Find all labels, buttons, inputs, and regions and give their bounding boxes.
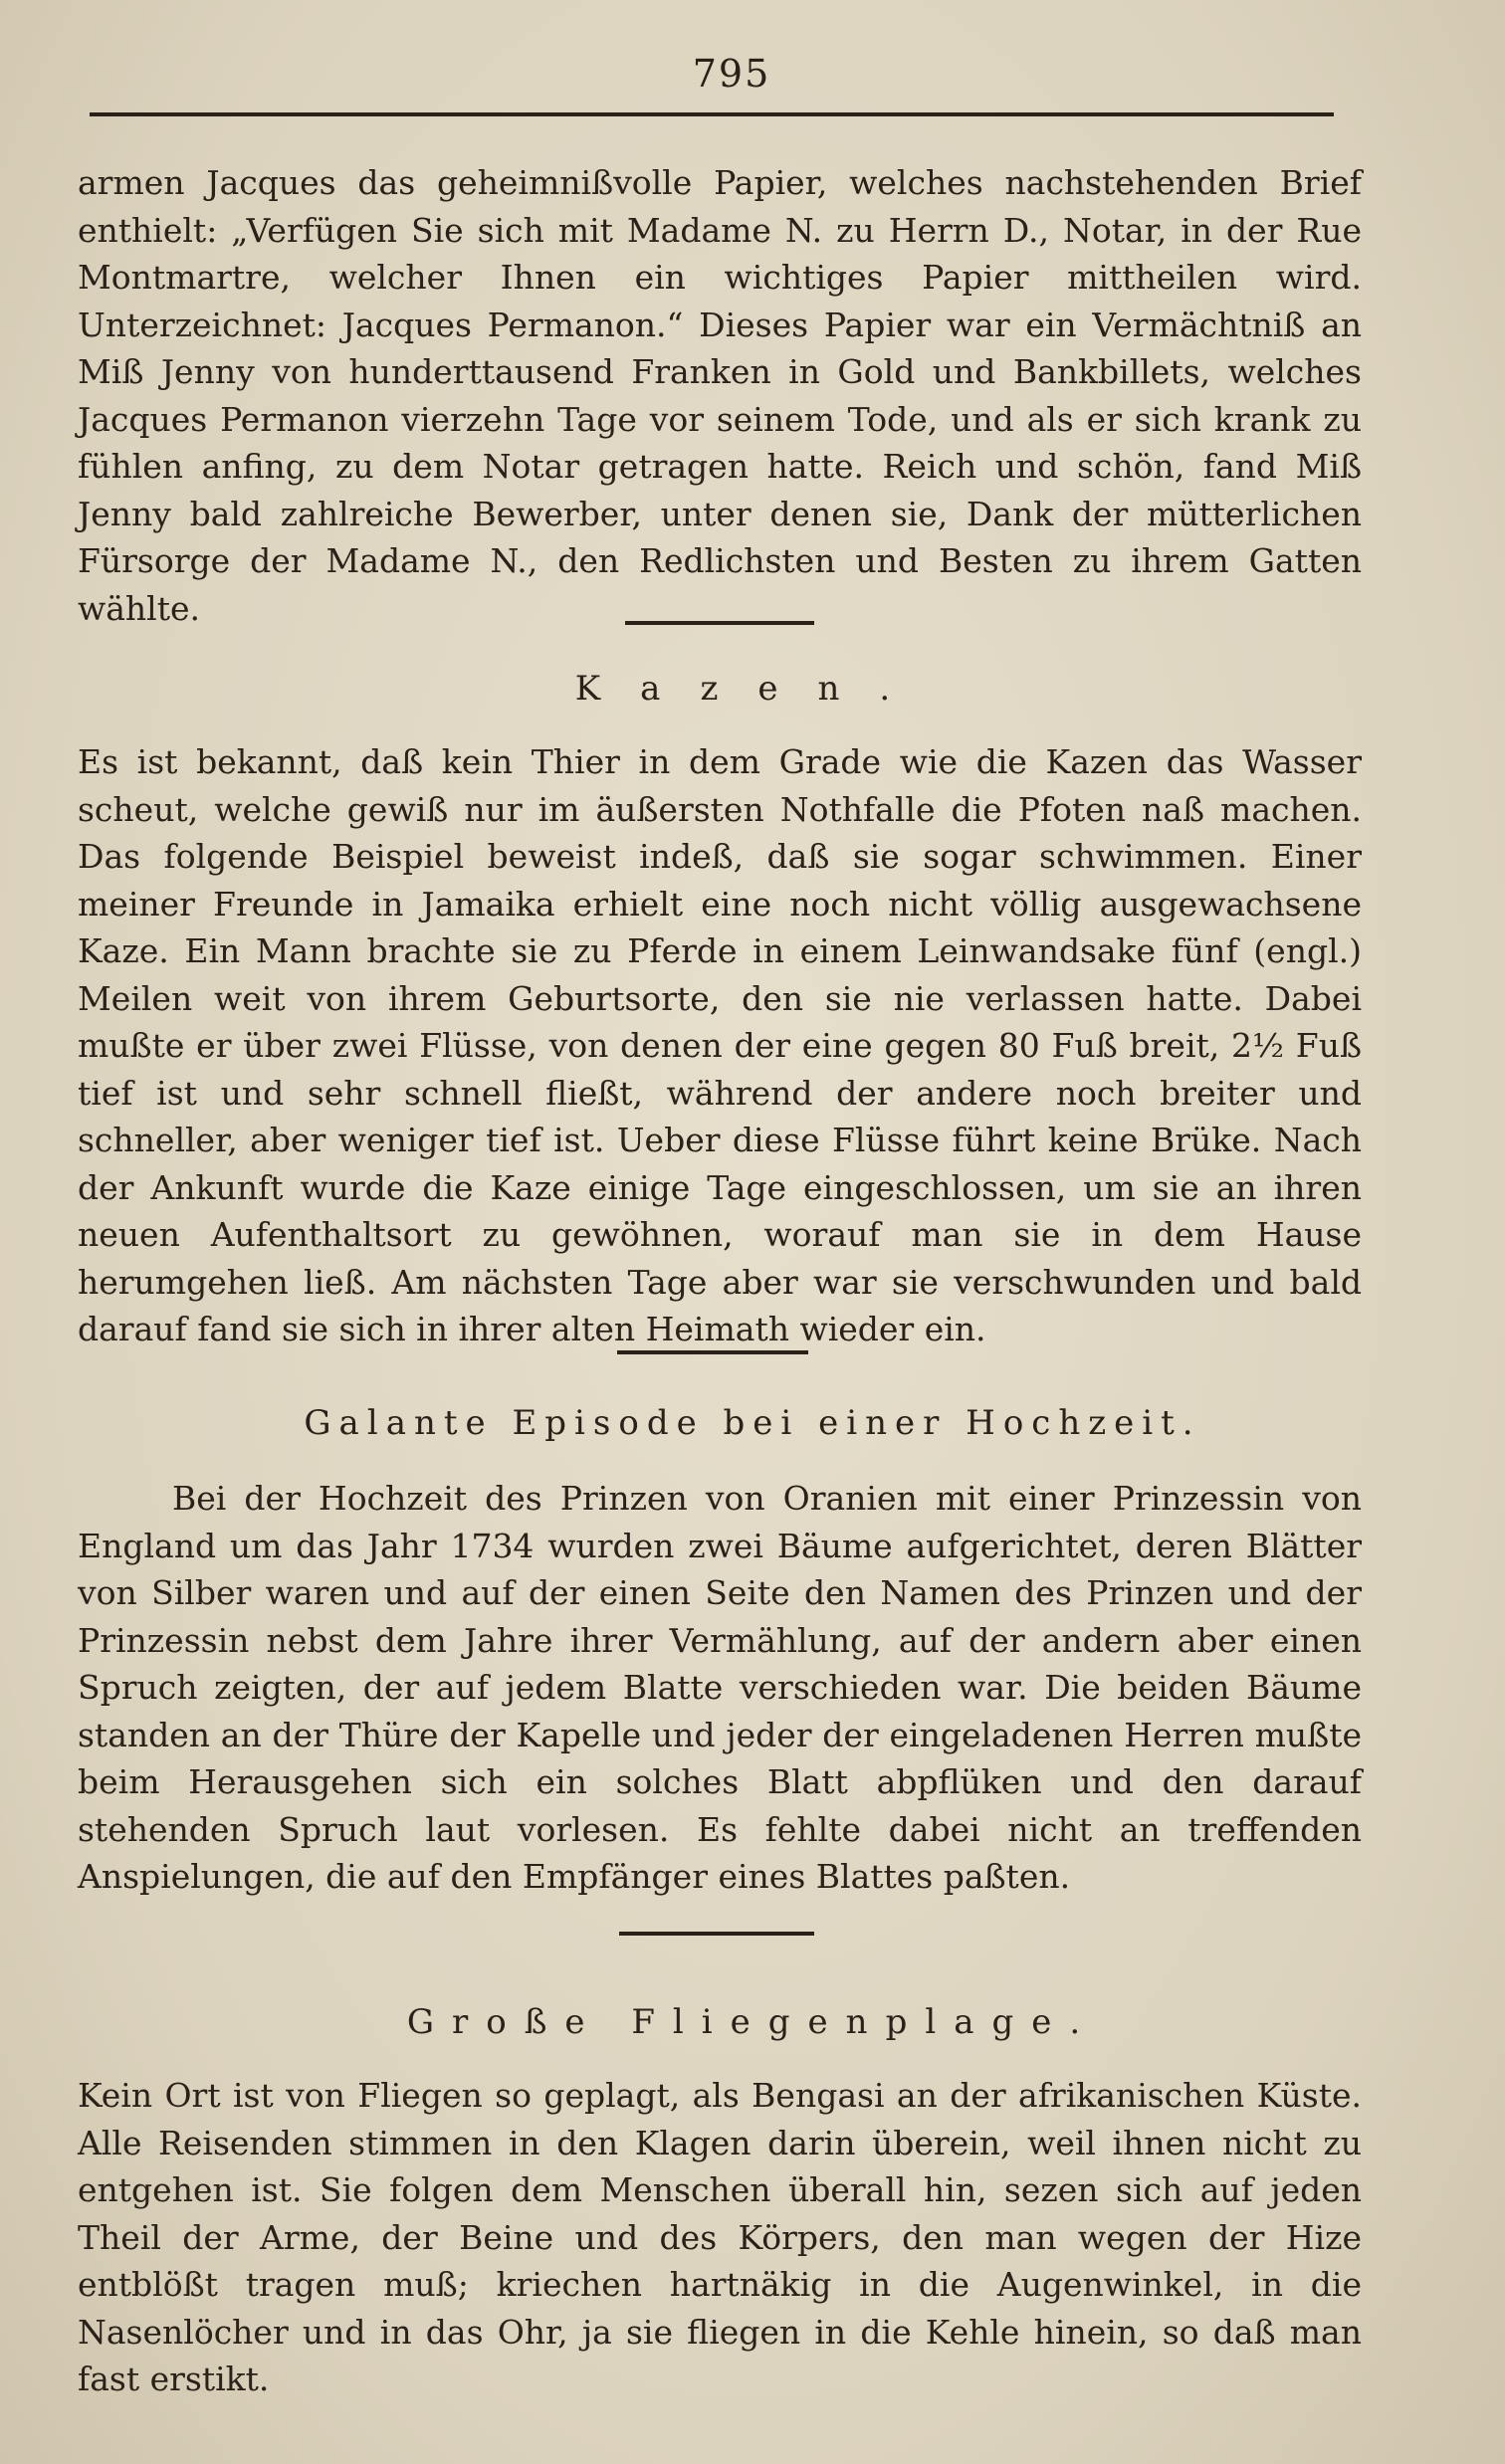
section-divider xyxy=(617,1350,808,1354)
paragraph-galante-episode: Bei der Hochzeit des Prinzen von Oranien mit einer Prinzessin von England um das Jahr 1734 wurden zwei Bäume aufgerichtet, deren Blätter von Silber waren und auf der einen Seite den Namen des Prinzen und der Prinzessin nebst dem Jahre ihrer Vermählung, auf der andern aber einen Spruch zeigten, der auf jedem Blatte verschieden war. Die beiden Bäume standen an der Thüre der Kapelle und jeder der eingeladenen Herren mußte beim Herausgehen sich ein solches Blatt abpflüken und den darauf stehenden Spruch laut vorlesen. Es fehlte dabei nicht an treffenden Anspielungen, die auf den Empfänger eines Blattes paßten. xyxy=(78,1479,1362,1896)
section-divider xyxy=(625,621,814,625)
section-body-galante-episode xyxy=(78,1475,1362,1901)
header-rule xyxy=(90,112,1334,116)
section-divider xyxy=(619,1932,814,1936)
section-body-fliegenplage xyxy=(78,2072,1362,2403)
intro-paragraph: armen Jacques das geheimnißvolle Papier, welches nachstehenden Brief enthielt: „Verfügen Sie sich mit Madame N. zu Herrn D., Notar, in der Rue Montmartre, welcher Ihnen ein wichtiges Papier mittheilen wird. Unterzeichnet: Jacques Permanon.“ Dieses Papier war ein Vermächtniß an Miß Jenny von hunderttausend Franken in Gold und Bankbillets, welches Jacques Permanon vierzehn Tage vor seinem Tode, und als er sich krank zu fühlen anfing, zu dem Notar getragen hatte. Reich und schön, fand Miß Jenny bald zahlreiche Bewerber, unter denen sie, Dank der mütterlichen Fürsorge der Madame N., den Redlichsten und Besten zu ihrem Gatten wählte. xyxy=(78,163,1362,628)
section-title-kazen: Kazen. xyxy=(574,669,931,709)
paragraph-fliegenplage: Kein Ort ist von Fliegen so geplagt, als Bengasi an der afrikanischen Küste. Alle Reisenden stimmen in den Klagen darin überein, weil ihnen nicht zu entgehen ist. Sie folgen dem Menschen überall hin, sezen sich auf jeden Theil der Arme, der Beine und des Körpers, den man wegen der Hize entblößt tragen muß; kriechen hartnäkig in die Augenwinkel, in die Nasenlöcher und in das Ohr, ja sie fliegen in die Kehle hinein, so daß man fast erstikt. xyxy=(78,2076,1362,2398)
intro-text-block xyxy=(78,159,1362,632)
page-number: 795 xyxy=(692,52,771,96)
paragraph-kazen: Es ist bekannt, daß kein Thier in dem Grade wie die Kazen das Wasser scheut, welche gewiß nur im äußersten Nothfalle die Pfoten naß machen. Das folgende Beispiel beweist indeß, daß sie sogar schwimmen. Einer meiner Freunde in Jamaika erhielt eine noch nicht völlig ausgewachsene Kaze. Ein Mann brachte sie zu Pferde in einem Leinwandsake fünf (engl.) Meilen weit von ihrem Geburtsorte, den sie nie verlassen hatte. Dabei mußte er über zwei Flüsse, von denen der eine gegen 80 Fuß breit, 2½ Fuß tief ist und sehr schnell fließt, während der andere noch breiter und schneller, aber weniger tief ist. Ueber diese Flüsse führt keine Brüke. Nach der Ankunft wurde die Kaze einige Tage eingeschlossen, um sie an ihren neuen Aufenthaltsort zu gewöhnen, worauf man sie in dem Hause herumgehen ließ. Am nächsten Tage aber war sie verschwunden und bald darauf fand sie sich in ihrer alten Heimath wieder ein. xyxy=(78,742,1362,1348)
section-body-kazen xyxy=(78,738,1362,1353)
section-title-galante-episode: Galante Episode bei einer Hochzeit. xyxy=(304,1403,1201,1443)
section-title-fliegenplage: Große Fliegenplage. xyxy=(406,2002,1099,2042)
